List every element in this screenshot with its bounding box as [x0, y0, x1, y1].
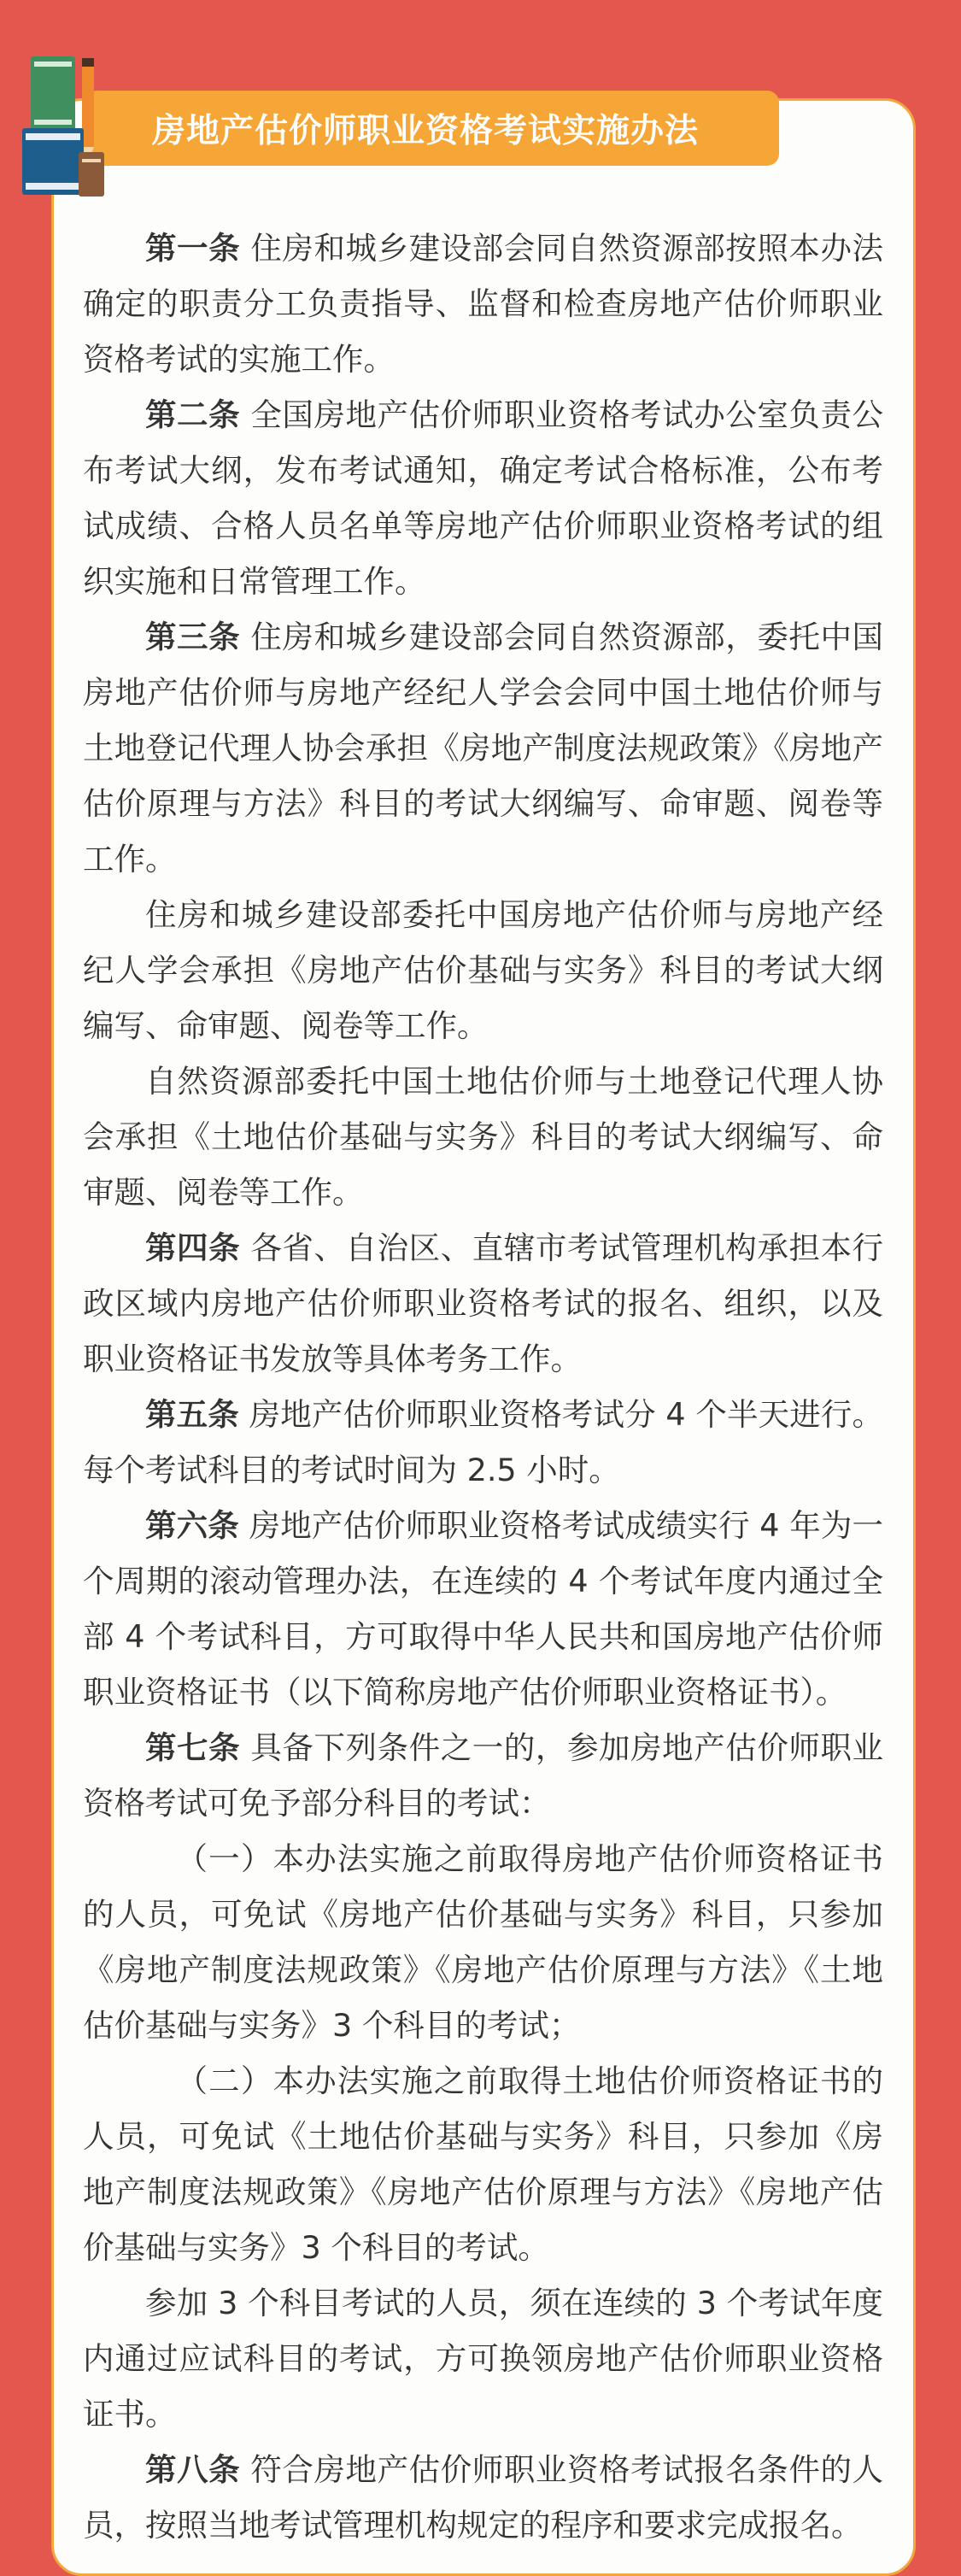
paragraph [83, 220, 883, 387]
paragraph-text: 房地产估价师职业资格考试成绩实行 4 年为一个周期的滚动管理办法，在连续的 4 个考试年度内通过全部 4 个考试科目，方可取得中华人民共和国房地产估价师职业资格证书（以下简称房地产估价师职业资格证书）。 [83, 1507, 884, 1710]
paragraph [83, 1387, 883, 1498]
books-pencil-icon [22, 50, 108, 203]
article-label: 第四条 [145, 1229, 241, 1266]
article-label: 第三条 [145, 619, 241, 655]
paragraph [83, 1220, 883, 1387]
article-label: 第七条 [145, 1729, 241, 1766]
article-label: 第一条 [145, 230, 241, 267]
paragraph [83, 387, 883, 609]
paragraph [83, 2275, 883, 2442]
paragraph-text: 符合房地产估价师职业资格考试报名条件的人员，按照当地考试管理机构规定的程序和要求完成报名。 [83, 2451, 883, 2544]
list-item [83, 1831, 883, 2053]
paragraph [83, 1498, 883, 1720]
article-label: 第五条 [145, 1396, 239, 1433]
page-title: 房地产估价师职业资格考试实施办法 [152, 112, 700, 150]
paragraph-text: 参加 3 个科目考试的人员，须在连续的 3 个考试年度内通过应试科目的考试，方可换领房地产估价师职业资格证书。 [83, 2285, 883, 2432]
paragraph-text: 具备下列条件之一的，参加房地产估价师职业资格考试可免予部分科目的考试： [83, 1729, 883, 1822]
paragraph-text: 住房和城乡建设部会同自然资源部，委托中国房地产估价师与房地产经纪人学会会同中国土地估价师与土地登记代理人协会承担《房地产制度法规政策》《房地产估价原理与方法》科目的考试大纲编写、命审题、阅卷等工作。 [83, 619, 883, 877]
paragraph [83, 2442, 883, 2553]
paragraph [83, 887, 883, 1053]
article-label: 第八条 [145, 2451, 241, 2488]
paragraph [83, 1053, 883, 1220]
title-banner [85, 91, 779, 166]
article-label: 第二条 [145, 396, 241, 433]
paragraph-text: 住房和城乡建设部委托中国房地产估价师与房地产经纪人学会承担《房地产估价基础与实务》科目的考试大纲编写、命审题、阅卷等工作。 [83, 896, 883, 1044]
paragraph-text: 全国房地产估价师职业资格考试办公室负责公布考试大纲，发布考试通知，确定考试合格标准，公布考试成绩、合格人员名单等房地产估价师职业资格考试的组织实施和日常管理工作。 [83, 396, 883, 600]
paragraph-text: 各省、自治区、直辖市考试管理机构承担本行政区域内房地产估价师职业资格考试的报名、组织，以及职业资格证书发放等具体考务工作。 [83, 1229, 883, 1377]
paragraph [83, 609, 883, 887]
paragraph-text: 自然资源部委托中国土地估价师与土地登记代理人协会承担《土地估价基础与实务》科目的考试大纲编写、命审题、阅卷等工作。 [83, 1063, 883, 1211]
paragraph-text: （一）本办法实施之前取得房地产估价师资格证书的人员，可免试《房地产估价基础与实务》科目，只参加《房地产制度法规政策》《房地产估价原理与方法》《土地估价基础与实务》3 个科目的考试； [83, 1840, 883, 2044]
paragraph-text: 房地产估价师职业资格考试分 4 个半天进行。每个考试科目的考试时间为 2.5 小时。 [83, 1396, 884, 1488]
paragraph [83, 1720, 883, 1831]
list-item [83, 2053, 883, 2275]
paragraph-text: （二）本办法实施之前取得土地估价师资格证书的人员，可免试《土地估价基础与实务》科目，只参加《房地产制度法规政策》《房地产估价原理与方法》《房地产估价基础与实务》3 个科目的考试。 [83, 2063, 883, 2266]
paragraph-text: 住房和城乡建设部会同自然资源部按照本办法确定的职责分工负责指导、监督和检查房地产估价师职业资格考试的实施工作。 [83, 230, 883, 378]
article-label: 第六条 [145, 1507, 239, 1544]
article-body [83, 220, 883, 2553]
